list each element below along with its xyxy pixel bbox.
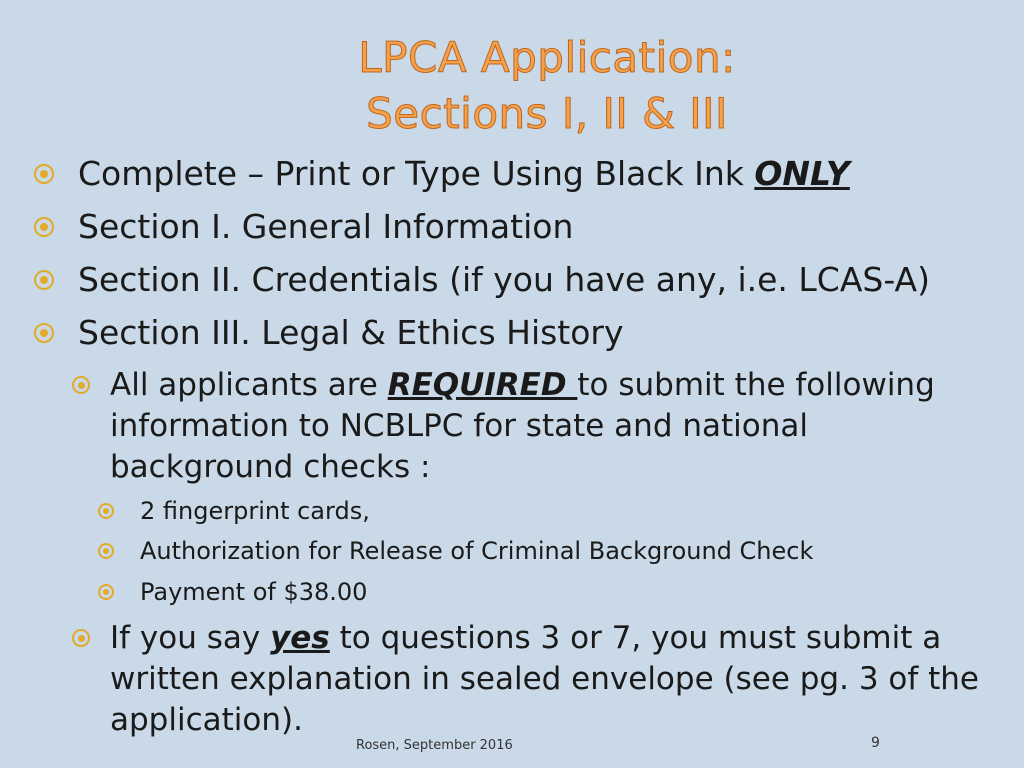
yes-after-text: to questions 3 or 7, you must submit a written explanation in sealed envelope (see pg. 3 of the application). bbox=[110, 620, 979, 738]
sub-sub-bullet-fingerprint bbox=[98, 495, 370, 527]
bullet-icon bbox=[98, 584, 114, 600]
page-number: 9 bbox=[871, 735, 880, 751]
bullet-icon bbox=[98, 543, 114, 559]
required-before-text: All applicants are bbox=[110, 367, 388, 403]
sub-bullet-yes bbox=[72, 618, 992, 741]
bullet-section-2-text: Section II. Credentials (if you have any, i.e. LCAS-A) bbox=[78, 260, 930, 299]
bullet-icon bbox=[34, 164, 54, 184]
footer-text: Rosen, September 2016 bbox=[356, 738, 513, 753]
bullet-section-3 bbox=[34, 313, 624, 353]
slide-title bbox=[0, 30, 1024, 142]
bullet-complete bbox=[34, 154, 850, 194]
sub-sub-bullet-text: Authorization for Release of Criminal Background Check bbox=[140, 537, 814, 565]
sub-sub-bullet-authorization bbox=[98, 535, 813, 567]
sub-sub-bullet-text: Payment of $38.00 bbox=[140, 578, 368, 606]
bullet-icon bbox=[72, 376, 90, 394]
sub-bullet-required bbox=[72, 365, 992, 488]
bullet-section-1-text: Section I. General Information bbox=[78, 207, 574, 246]
bullet-icon bbox=[98, 503, 114, 519]
bullet-section-3-text: Section III. Legal & Ethics History bbox=[78, 313, 624, 352]
yes-before-text: If you say bbox=[110, 620, 271, 656]
yes-emphasis: yes bbox=[270, 620, 330, 656]
title-line-2: Sections I, II & III bbox=[366, 89, 728, 138]
bullet-icon bbox=[34, 323, 54, 343]
bullet-section-2 bbox=[34, 260, 930, 300]
bullet-icon bbox=[34, 217, 54, 237]
bullet-complete-text: Complete – Print or Type Using Black Ink bbox=[78, 154, 755, 193]
required-emphasis: REQUIRED bbox=[387, 367, 578, 403]
bullet-icon bbox=[72, 629, 90, 647]
required-after-text: to submit the following information to NCBLPC for state and national background checks : bbox=[110, 367, 935, 485]
bullet-section-1 bbox=[34, 207, 573, 247]
sub-sub-bullet-payment bbox=[98, 576, 367, 608]
sub-sub-bullet-text: 2 fingerprint cards, bbox=[140, 497, 370, 525]
title-line-1: LPCA Application: bbox=[358, 33, 736, 82]
bullet-complete-emphasis: ONLY bbox=[754, 154, 850, 193]
bullet-icon bbox=[34, 270, 54, 290]
